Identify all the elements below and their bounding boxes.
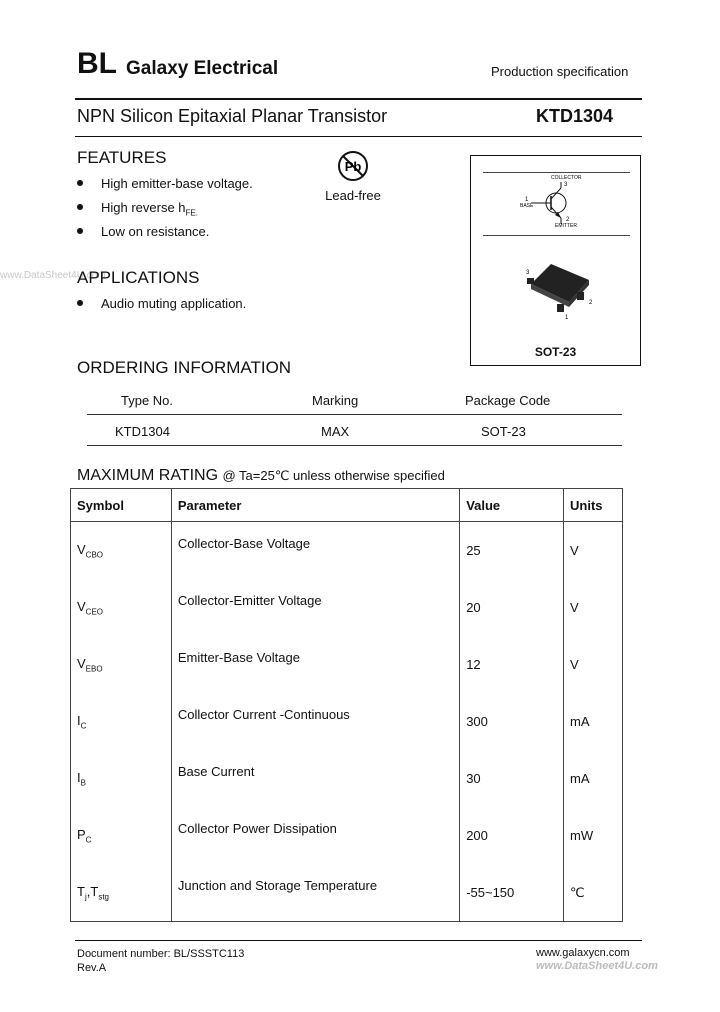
parameter-cell: Collector Current -Continuous — [171, 693, 459, 750]
symbol-cell: $I_C$ — [71, 693, 172, 750]
lead-free-icon — [333, 149, 373, 183]
symbol-cell: $V_{EBO}$ — [71, 636, 172, 693]
svg-text:2: 2 — [589, 300, 593, 306]
table-row — [71, 522, 623, 580]
unit-cell: mA — [564, 693, 623, 750]
value-cell: 300 — [460, 693, 564, 750]
feature-item: High reverse $h_{FE.}$ — [77, 200, 198, 218]
lead-free-label: Lead-free — [325, 188, 381, 203]
col-units: Units — [564, 489, 623, 522]
watermark: www.DataSheet4U.com — [0, 270, 106, 281]
bullet-icon — [77, 228, 83, 234]
features-heading: FEATURES — [77, 148, 167, 167]
diagram-rule — [483, 172, 630, 173]
svg-text:EMITTER: EMITTER — [555, 223, 577, 229]
symbol-cell: $I_B$ — [71, 750, 172, 807]
company-name: Galaxy Electrical — [126, 58, 279, 79]
value-cell: 20 — [460, 579, 564, 636]
part-number: KTD1304 — [536, 106, 614, 126]
feature-item: High emitter-base voltage. — [77, 176, 253, 191]
svg-text:3: 3 — [526, 270, 530, 276]
symbol-cell: $T_j,T_{stg}$ — [71, 864, 172, 922]
ordering-heading: ORDERING INFORMATION — [77, 358, 292, 377]
svg-text:1: 1 — [565, 315, 569, 321]
max-rating-table — [70, 488, 623, 922]
value-cell: 12 — [460, 636, 564, 693]
parameter-cell: Junction and Storage Temperature — [171, 864, 459, 922]
revision: Rev.A — [77, 962, 107, 974]
transistor-schematic-icon — [511, 174, 611, 234]
symbol-cell: $P_C$ — [71, 807, 172, 864]
document-title: NPN Silicon Epitaxial Planar Transistor — [77, 106, 388, 126]
table-row — [71, 750, 623, 807]
ordering-rule — [87, 414, 622, 415]
unit-cell: ℃ — [564, 864, 623, 922]
symbol-cell: $V_{CEO}$ — [71, 579, 172, 636]
company-logo-mark: BL — [77, 47, 117, 80]
parameter-cell: Collector Power Dissipation — [171, 807, 459, 864]
bullet-icon — [77, 300, 83, 306]
bullet-icon — [77, 180, 83, 186]
col-parameter: Parameter — [171, 489, 459, 522]
parameter-cell: Collector-Base Voltage — [171, 522, 459, 580]
unit-cell: mW — [564, 807, 623, 864]
table-row — [71, 807, 623, 864]
ordering-col-marking: Marking — [312, 393, 359, 408]
ordering-col-package: Package Code — [465, 393, 551, 408]
value-cell: 200 — [460, 807, 564, 864]
unit-cell: V — [564, 579, 623, 636]
svg-text:BASE: BASE — [520, 203, 534, 209]
header-rule — [75, 98, 642, 100]
bullet-icon — [77, 204, 83, 210]
unit-cell: mA — [564, 750, 623, 807]
title-rule — [75, 136, 642, 137]
application-item: Audio muting application. — [77, 296, 246, 311]
footer-rule — [75, 940, 642, 941]
applications-heading: APPLICATIONS — [77, 268, 200, 287]
ordering-rule — [87, 445, 622, 446]
unit-cell: V — [564, 522, 623, 580]
feature-item: Low on resistance. — [77, 224, 209, 239]
symbol-cell: $V_{CBO}$ — [71, 522, 172, 580]
ordering-col-type: Type No. — [121, 393, 174, 408]
svg-text:1: 1 — [525, 197, 529, 203]
table-header-row — [71, 489, 623, 522]
document-number: Document number: BL/SSSTC113 — [77, 948, 245, 960]
value-cell: 30 — [460, 750, 564, 807]
footer-left — [77, 947, 244, 975]
col-symbol: Symbol — [71, 489, 172, 522]
parameter-cell: Base Current — [171, 750, 459, 807]
svg-text:3: 3 — [564, 182, 568, 188]
svg-text:2: 2 — [566, 217, 570, 223]
ordering-type-value: KTD1304 — [115, 424, 170, 439]
max-rating-condition: @ Ta=25℃ unless otherwise specified — [222, 468, 445, 483]
package-name: SOT-23 — [534, 345, 577, 359]
sot23-package-icon — [521, 252, 601, 322]
max-rating-heading: MAXIMUM RATING @ Ta=25℃ unless otherwise specified — [77, 467, 445, 484]
value-cell: -55~150 — [460, 864, 564, 922]
document-type: Production specification — [491, 64, 629, 79]
table-row — [71, 636, 623, 693]
unit-cell: V — [564, 636, 623, 693]
ordering-marking-value: MAX — [321, 424, 350, 439]
table-row — [71, 864, 623, 922]
svg-text:Pb: Pb — [344, 159, 362, 174]
value-cell: 25 — [460, 522, 564, 580]
lead-free-badge — [322, 149, 384, 203]
col-value: Value — [460, 489, 564, 522]
footer-watermark: www.DataSheet4U.com — [536, 960, 658, 972]
diagram-rule — [483, 235, 630, 236]
package-diagram-box — [470, 155, 641, 366]
svg-text:COLLECTOR: COLLECTOR — [551, 175, 582, 181]
footer-website[interactable]: www.galaxycn.com — [536, 947, 630, 959]
table-row — [71, 579, 623, 636]
ordering-package-value: SOT-23 — [481, 424, 526, 439]
parameter-cell: Collector-Emitter Voltage — [171, 579, 459, 636]
table-row — [71, 693, 623, 750]
parameter-cell: Emitter-Base Voltage — [171, 636, 459, 693]
